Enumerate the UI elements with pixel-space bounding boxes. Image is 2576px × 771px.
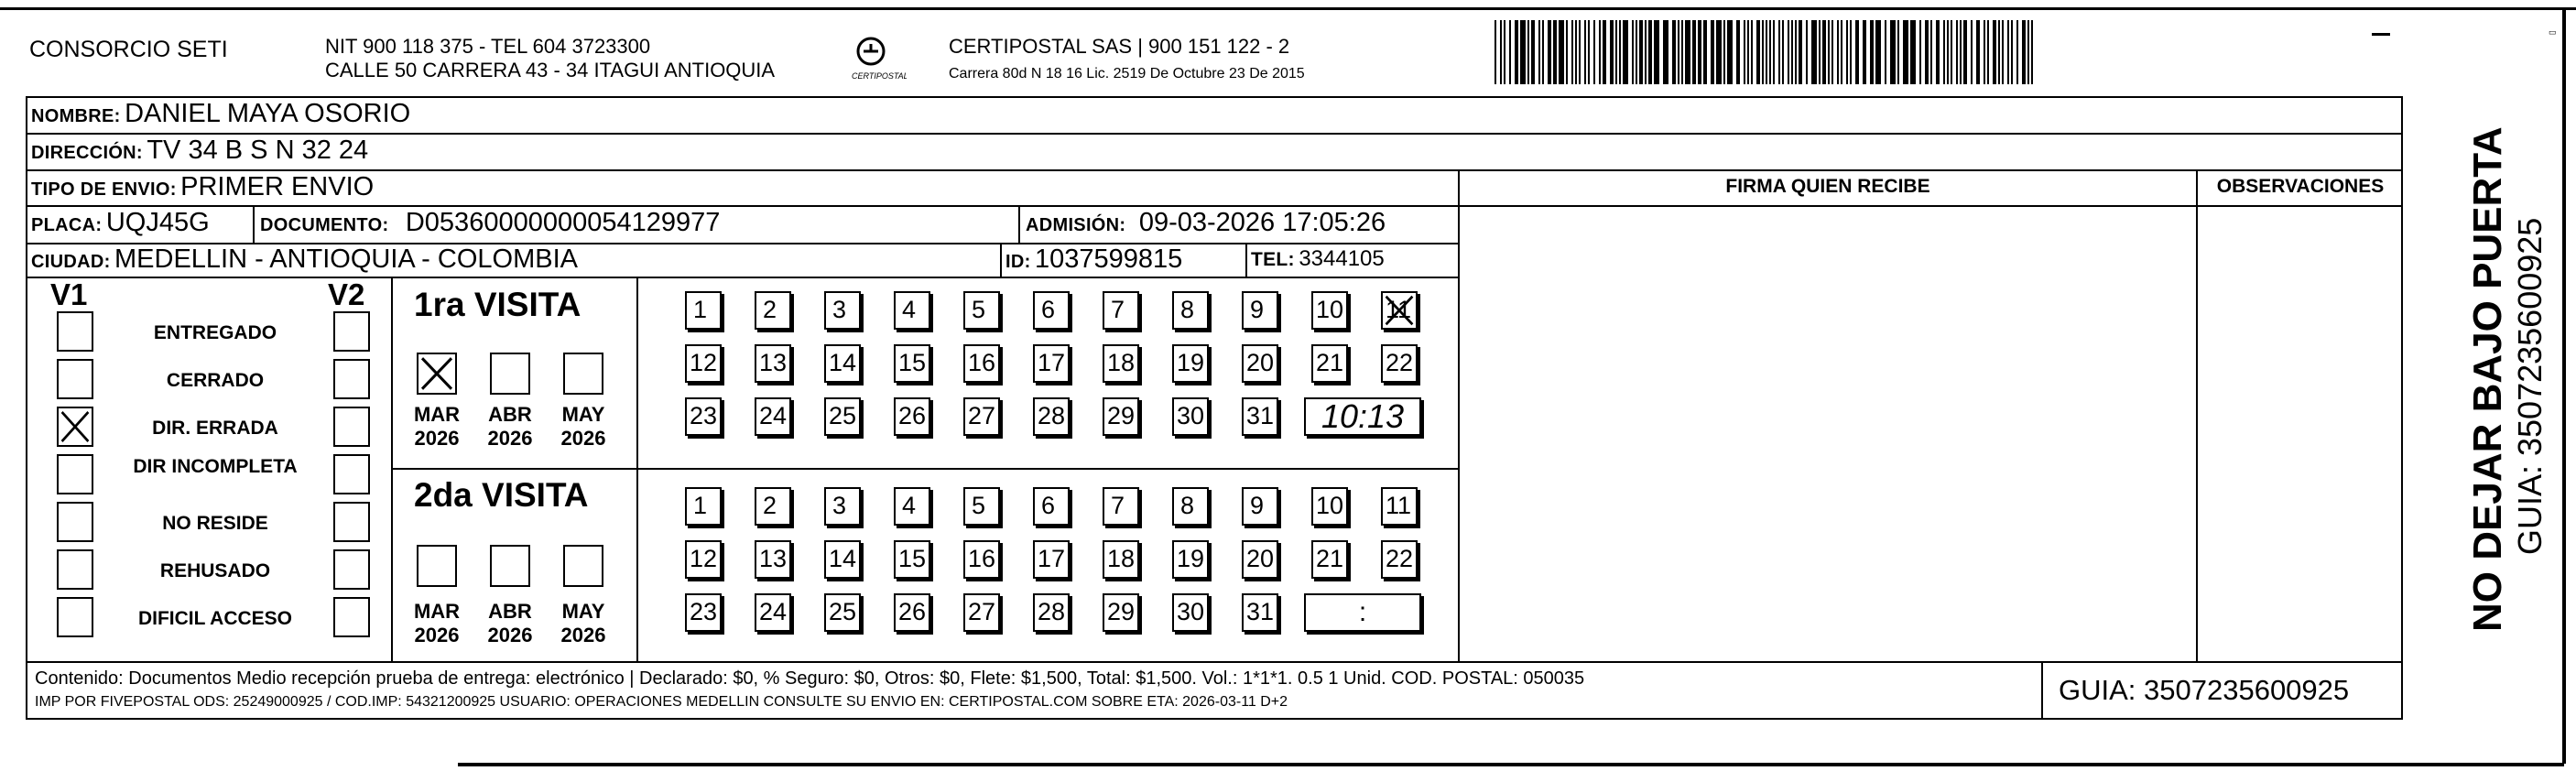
tel-field	[1251, 246, 1385, 272]
day-box[interactable]: 17	[1033, 540, 1070, 579]
day-box[interactable]: 26	[894, 593, 930, 632]
day-box[interactable]: 24	[755, 593, 791, 632]
reason-label: ENTREGADO	[153, 322, 277, 343]
month-name: ABR	[488, 600, 532, 623]
day-box[interactable]: 3	[824, 291, 861, 330]
day-box[interactable]: 21	[1311, 540, 1348, 579]
signature-header: FIRMA QUIEN RECIBE	[1725, 176, 1930, 197]
id-label: ID:	[1005, 252, 1031, 272]
admission-label: ADMISIÓN:	[1026, 215, 1126, 235]
day-box[interactable]: 5	[963, 291, 1000, 330]
reason-label: NO RESIDE	[162, 513, 268, 534]
day-box[interactable]: 5	[963, 487, 1000, 526]
city-label: CIUDAD:	[31, 252, 111, 272]
recipient-address-row	[31, 136, 368, 166]
v1-checkbox[interactable]	[57, 407, 93, 447]
visit1-title: 1ra VISITA	[414, 286, 582, 323]
month-year: 2026	[414, 427, 460, 450]
day-box[interactable]: 31	[1242, 397, 1278, 436]
day-box[interactable]: 7	[1103, 291, 1139, 330]
day-box[interactable]: 19	[1172, 540, 1209, 579]
footer-guide: GUIA: 3507235600925	[2059, 674, 2350, 706]
day-box[interactable]: 6	[1033, 487, 1070, 526]
day-box[interactable]: 12	[685, 344, 722, 383]
day-box[interactable]: 3	[824, 487, 861, 526]
admission-field	[1026, 208, 1386, 238]
month-label	[477, 403, 543, 451]
tel-value: 3344105	[1299, 246, 1385, 271]
day-box[interactable]: 14	[824, 540, 861, 579]
visit-time-box[interactable]: 10:13	[1304, 397, 1421, 436]
day-box[interactable]: 4	[894, 487, 930, 526]
month-name: MAY	[561, 403, 605, 426]
footer-line2: IMP POR FIVEPOSTAL ODS: 25249000925 / COD.IMP: 54321200925 USUARIO: OPERACIONES MEDELLIN CONSULTE SU ENVIO EN: CERTIPOSTAL.COM SOBRE ETA: 2026-03-11 D+2	[35, 694, 1288, 710]
recipient-name-row	[31, 99, 410, 129]
v1-label: V1	[50, 277, 88, 311]
document-field	[260, 208, 720, 238]
logo-text: CERTIPOSTAL	[852, 71, 907, 81]
v1-checkbox[interactable]	[57, 311, 93, 352]
visit-divider	[391, 468, 1459, 470]
v1-checkbox[interactable]	[57, 597, 93, 637]
day-box[interactable]: 1	[685, 291, 722, 330]
shipment-type-row	[31, 172, 374, 202]
day-box[interactable]: 9	[1242, 487, 1278, 526]
v2-checkbox[interactable]	[333, 311, 370, 352]
id-value: 1037599815	[1035, 244, 1183, 274]
corner-mark: ▭	[2549, 27, 2557, 37]
v1-checkbox[interactable]	[57, 359, 93, 399]
month-name: MAY	[561, 600, 605, 623]
day-box[interactable]: 22	[1381, 540, 1418, 579]
month-label	[404, 600, 470, 647]
day-box[interactable]: 29	[1103, 593, 1139, 632]
month-year: 2026	[560, 624, 606, 646]
v2-label: V2	[328, 277, 365, 311]
day-box[interactable]: 23	[685, 593, 722, 632]
month-checkbox[interactable]	[490, 353, 530, 395]
reason-label: DIFICIL ACCESO	[137, 608, 292, 629]
day-box[interactable]: 28	[1033, 593, 1070, 632]
recipient-address: TV 34 B S N 32 24	[147, 136, 369, 165]
v1-checkbox[interactable]	[57, 454, 93, 494]
document-label: DOCUMENTO:	[260, 215, 389, 235]
day-box[interactable]: 25	[824, 593, 861, 632]
day-box[interactable]: 8	[1172, 291, 1209, 330]
v2-checkbox[interactable]	[333, 549, 370, 590]
month-checkbox[interactable]	[417, 353, 457, 395]
row-divider	[26, 205, 2403, 207]
header-dash	[2372, 33, 2390, 36]
day-box[interactable]: 26	[894, 397, 930, 436]
day-box[interactable]: 22	[1381, 344, 1418, 383]
license-line: Carrera 80d N 18 16 Lic. 2519 De Octubre 23 De 2015	[949, 66, 1305, 81]
day-box[interactable]: 6	[1033, 291, 1070, 330]
day-box[interactable]: 12	[685, 540, 722, 579]
plate-value: UQJ45G	[105, 208, 210, 237]
scan-top-border	[0, 7, 2576, 10]
city-field	[31, 244, 578, 275]
document-value: D05360000000054129977	[405, 208, 721, 237]
day-box[interactable]: 14	[824, 344, 861, 383]
v2-checkbox[interactable]	[333, 502, 370, 542]
day-box[interactable]: 1	[685, 487, 722, 526]
month-label	[477, 600, 543, 647]
no-leave-under-door-warning: NO DEJAR BAJO PUERTA	[2465, 126, 2510, 632]
day-box[interactable]: 24	[755, 397, 791, 436]
reason-label: DIR INCOMPLETA	[133, 456, 298, 477]
plate-label: PLACA:	[31, 215, 103, 235]
footer-line1: Contenido: Documentos Medio recepción prueba de entrega: electrónico | Declarado: $0, % Seguro: $0, Otros: $0, Flete: $1,500, Total: $1,500. Vol.: 1*1*1. 0.5 1 Unid. COD. POSTAL: 050035	[35, 668, 1585, 689]
day-box[interactable]: 31	[1242, 593, 1278, 632]
month-name: MAR	[413, 403, 461, 426]
day-box[interactable]: 11	[1381, 291, 1418, 330]
month-year: 2026	[487, 624, 533, 646]
month-label	[404, 403, 470, 451]
cell-divider	[1000, 243, 1002, 277]
month-year: 2026	[487, 427, 533, 450]
reason-label: CERRADO	[166, 370, 265, 391]
admission-value: 09-03-2026 17:05:26	[1138, 208, 1386, 237]
v1-checkbox[interactable]	[57, 502, 93, 542]
day-box[interactable]: 18	[1103, 540, 1139, 579]
day-box[interactable]: 18	[1103, 344, 1139, 383]
cell-divider	[1245, 243, 1247, 277]
plate-field	[31, 208, 210, 238]
type-label: TIPO DE ENVIO:	[31, 179, 177, 200]
day-box[interactable]: 9	[1242, 291, 1278, 330]
row-divider	[26, 277, 1460, 278]
company-address-line: CALLE 50 CARRERA 43 - 34 ITAGUI ANTIOQUIA	[325, 59, 776, 81]
day-box[interactable]: 13	[755, 540, 791, 579]
day-box[interactable]: 30	[1172, 397, 1209, 436]
month-checkbox[interactable]	[563, 545, 603, 587]
observations-column-left	[2196, 169, 2198, 661]
day-box[interactable]: 20	[1242, 344, 1278, 383]
city-value: MEDELLIN - ANTIOQUIA - COLOMBIA	[114, 244, 578, 274]
v1-checkbox[interactable]	[57, 549, 93, 590]
day-box[interactable]: 2	[755, 487, 791, 526]
signature-column-left	[1458, 169, 1460, 661]
day-box[interactable]: 10	[1311, 291, 1348, 330]
reason-label: REHUSADO	[159, 560, 271, 581]
scan-right-border	[2562, 9, 2566, 764]
v2-checkbox[interactable]	[333, 597, 370, 637]
day-box[interactable]: 8	[1172, 487, 1209, 526]
day-box[interactable]: 27	[963, 397, 1000, 436]
carrier-logo	[852, 33, 907, 88]
visit2-title: 2da VISITA	[414, 476, 589, 514]
day-box[interactable]: 16	[963, 540, 1000, 579]
month-year: 2026	[560, 427, 606, 450]
day-box[interactable]: 23	[685, 397, 722, 436]
month-year: 2026	[414, 624, 460, 646]
shipment-type: PRIMER ENVIO	[180, 172, 375, 201]
day-box[interactable]: 16	[963, 344, 1000, 383]
day-box[interactable]: 2	[755, 291, 791, 330]
day-box[interactable]: 30	[1172, 593, 1209, 632]
day-box[interactable]: 29	[1103, 397, 1139, 436]
company-name: CONSORCIO SETI	[29, 37, 228, 62]
day-box[interactable]: 19	[1172, 344, 1209, 383]
day-box[interactable]: 4	[894, 291, 930, 330]
reason-label: DIR. ERRADA	[152, 418, 278, 439]
visit-time-box[interactable]: :	[1304, 593, 1421, 632]
day-box[interactable]: 25	[824, 397, 861, 436]
day-box[interactable]: 10	[1311, 487, 1348, 526]
day-box[interactable]: 17	[1033, 344, 1070, 383]
v2-checkbox[interactable]	[333, 359, 370, 399]
day-box[interactable]: 27	[963, 593, 1000, 632]
day-box[interactable]: 21	[1311, 344, 1348, 383]
barcode	[1495, 20, 2037, 84]
tel-label: TEL:	[1251, 249, 1295, 270]
day-box[interactable]: 15	[894, 540, 930, 579]
day-box[interactable]: 28	[1033, 397, 1070, 436]
day-box[interactable]: 15	[894, 344, 930, 383]
cell-divider	[253, 206, 255, 243]
row-divider	[26, 133, 2403, 135]
carrier-line: CERTIPOSTAL SAS | 900 151 122 - 2	[949, 35, 1290, 58]
company-nit-line: NIT 900 118 375 - TEL 604 3723300	[325, 35, 651, 58]
month-name: MAR	[413, 600, 461, 623]
v2-checkbox[interactable]	[333, 454, 370, 494]
month-checkbox[interactable]	[417, 545, 457, 587]
scan-bottom-border	[458, 763, 2564, 766]
visit-months-divider	[636, 277, 638, 661]
name-label: NOMBRE:	[31, 106, 121, 126]
v2-checkbox[interactable]	[333, 407, 370, 447]
day-box[interactable]: 7	[1103, 487, 1139, 526]
day-box[interactable]: 11	[1381, 487, 1418, 526]
observations-header: OBSERVACIONES	[2216, 176, 2385, 197]
month-checkbox[interactable]	[490, 545, 530, 587]
month-checkbox[interactable]	[563, 353, 603, 395]
address-label: DIRECCIÓN:	[31, 143, 143, 163]
month-label	[550, 403, 616, 451]
row-divider	[26, 169, 2403, 171]
month-label	[550, 600, 616, 647]
recipient-name: DANIEL MAYA OSORIO	[125, 99, 411, 128]
day-box[interactable]: 13	[755, 344, 791, 383]
cell-divider	[1018, 206, 1020, 243]
side-guide-number: GUIA: 3507235600925	[2511, 217, 2549, 555]
day-box[interactable]: 20	[1242, 540, 1278, 579]
month-name: ABR	[488, 403, 532, 426]
id-field	[1005, 244, 1182, 275]
